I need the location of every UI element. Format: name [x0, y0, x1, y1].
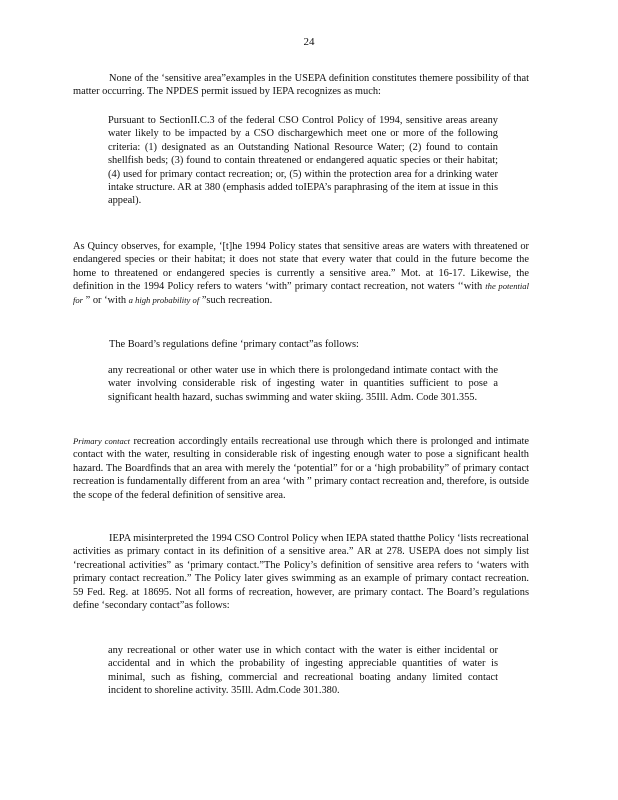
- paragraph-board-regulations: The Board’s regulations define ‘primary contact”as follows:: [109, 339, 359, 350]
- paragraph-primary-contact-recreation: [73, 435, 529, 502]
- page-number: 24: [303, 36, 315, 48]
- emphasis-primary-contact: Primary contact: [73, 436, 130, 446]
- emphasis-high-probability: a high probability of: [128, 294, 200, 305]
- paragraph-iepa-misinterpreted: IEPA misinterpreted the 1994 CSO Control Policy when IEPA stated thatthe Policy ‘lists recreational activities as primary contact in its definition of a sensitive area.” AR at 278. USEPA does not simply list ‘recreational activities” as ‘primary contact.”The Policy’s definition of sensitive area refers to ‘waters with primary contact recreation.” The Policy later gives swimming as an example of primary contact recreation. 59 Fed. Reg. at 18695. Not all forms of recreation, however, are primary contact. The Board’s regulations define ‘secondary contact”as follows:: [73, 533, 529, 612]
- block-quote-primary-contact: any recreational or other water use in which there is prolongedand intimate contact with the water involving considerable risk of ingesting water in quantities sufficient to pose a significant health hazard, suchas swimming and water skiing. 35Ill. Adm. Code 301.355.: [108, 365, 498, 403]
- emphasis-potential: the potential for: [73, 281, 529, 305]
- text: ” or ‘with: [83, 294, 129, 306]
- text: recreation accordingly entails recreational use through which there is prolonged and intimate contact with the water, resulting in considerable risk of ingesting enough water to pose a significant health hazard. The Boardfinds that an area with merely the ‘potential” for or a ‘high probability” of primary contact recreation is fundamentally different from an area ‘with ” primary contact recreation and, therefore, is outside the scope of the federal definition of sensitive area.: [73, 436, 529, 501]
- paragraph-quincy-observes: [73, 240, 529, 307]
- block-quote-secondary-contact: any recreational or other water use in which contact with the water is either incidental or accidental and in which the probability of ingesting appreciable quantities of water is minimal, such as fishing, commercial and recreational boating andany limited contact incident to shoreline activity. 35Ill. Adm.Code 301.380.: [108, 645, 498, 697]
- text: As Quincy observes, for example, ‘[t]he 1994 Policy states that sensitive areas are waters with threatened or endangered species or their habitat; it does not state that every water that could in the future become the home to threatened or endangered species is currently a sensitive area.” Mot. at 16-17. Likewise, the definition in the 1994 Policy refers to waters ‘with” primary contact recreation, not waters ‘‘with: [73, 241, 529, 293]
- text: ”such recreation.: [199, 294, 273, 306]
- paragraph-sensitive-area: None of the ‘sensitive area”examples in the USEPA definition constitutes themere possibility of that matter occurring. The NPDES permit issued by IEPA recognizes as much:: [73, 73, 529, 98]
- block-quote-npdes-permit: Pursuant to SectionII.C.3 of the federal CSO Control Policy of 1994, sensitive areas areany water likely to be impacted by a CSO dischargewhich meet one or more of the following criteria: (1) designated as an Outstanding National Resource Water; (2) found to contain shellfish beds; (3) found to contain threatened or endangered aquatic species or their habitat; (4) used for primary contact recreation; or, (5) within the protection area for a drinking water intake structure. AR at 380 (emphasis added toIEPA’s paraphrasing of the item at issue in this appeal).: [108, 115, 498, 207]
